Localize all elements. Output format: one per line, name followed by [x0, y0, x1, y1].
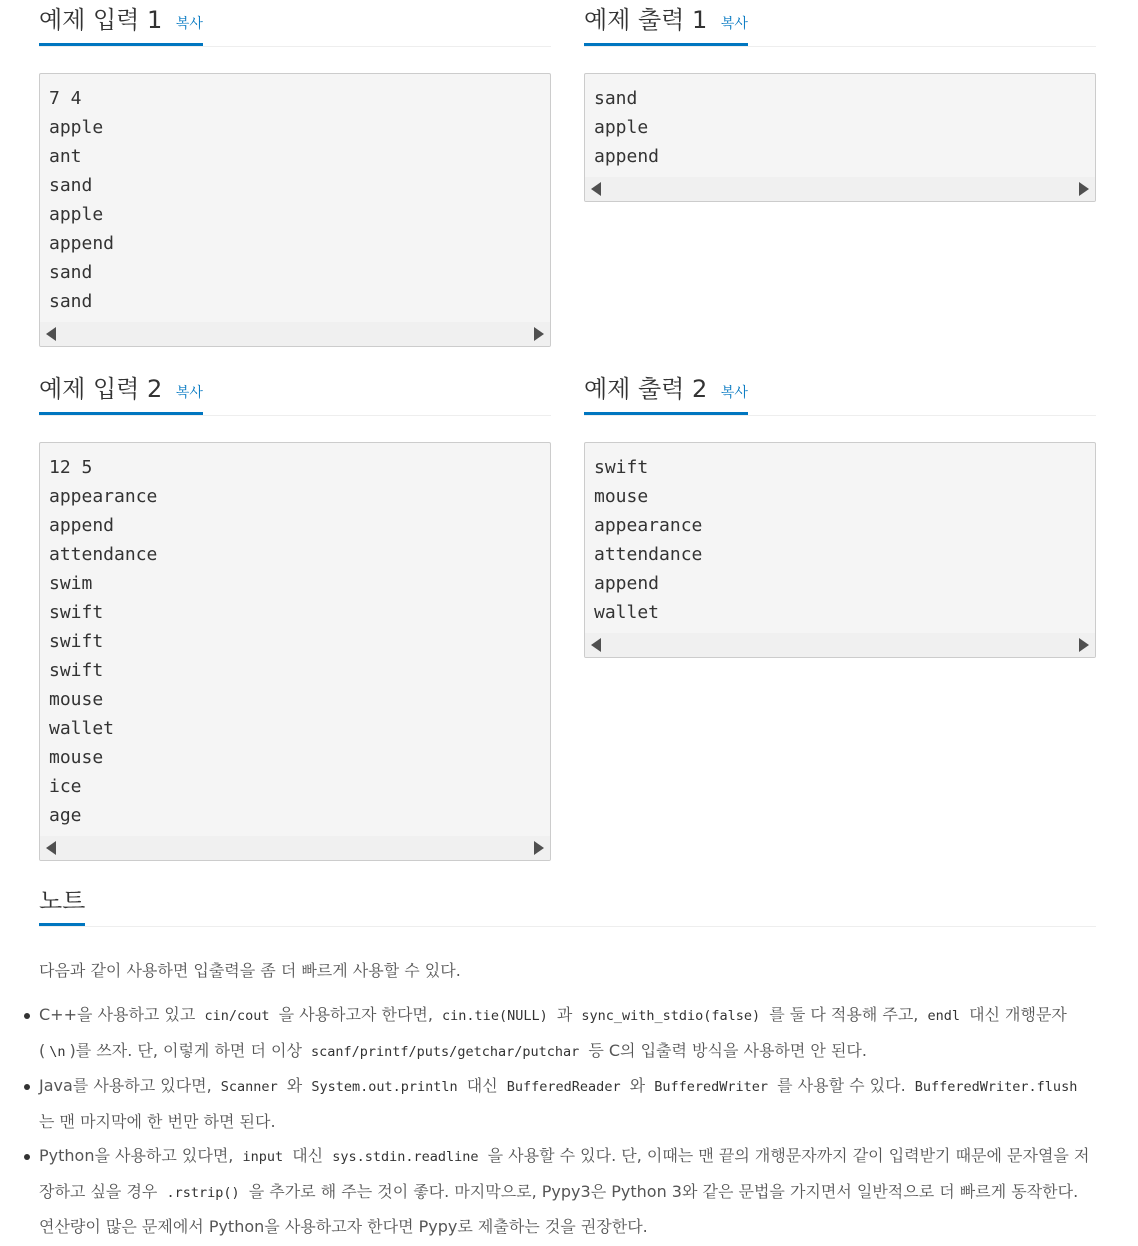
sample-output-2-title — [584, 369, 748, 415]
sample-output-2-headline — [584, 369, 1096, 416]
note-title: 노트 — [39, 882, 85, 926]
horizontal-scrollbar[interactable] — [40, 322, 550, 346]
scroll-right-arrow-icon[interactable] — [534, 841, 544, 855]
inline-code: sys.stdin.readline — [332, 1149, 479, 1165]
sample-input-2-box — [39, 442, 551, 861]
note-text: 을 사용할 수 있다. 단, 이때는 맨 끝의 개행문자까지 같이 입력받기 때문에 문자열을 저장하고 싶을 경우 — [39, 1146, 1090, 1201]
note-text: 대신 — [466, 1076, 498, 1095]
note-text: C++을 사용하고 있고 — [39, 1005, 196, 1024]
sample-output-1-title-text: 예제 출력 1 — [584, 6, 708, 34]
note-section — [39, 882, 1096, 1236]
note-text: 를 사용할 수 있다. — [777, 1076, 906, 1095]
sample-output-2-box — [584, 442, 1096, 658]
horizontal-scrollbar[interactable] — [585, 633, 1095, 657]
copy-button[interactable]: 복사 — [175, 16, 203, 32]
inline-code: input — [242, 1149, 284, 1165]
inline-code: BufferedWriter — [654, 1079, 769, 1095]
inline-code: scanf/printf/puts/getchar/putchar — [311, 1043, 580, 1060]
inline-code: Scanner — [220, 1079, 278, 1095]
note-intro: 다음과 같이 사용하면 입출력을 좀 더 빠르게 사용할 수 있다. — [39, 961, 461, 980]
inline-code: cin/cout — [204, 1008, 270, 1024]
note-text: 와 — [629, 1076, 646, 1095]
sample-input-2-title-text: 예제 입력 2 — [39, 375, 163, 403]
scroll-right-arrow-icon[interactable] — [1079, 182, 1089, 196]
sample-output-1-text: sand apple append — [594, 88, 660, 167]
sample-input-2-title — [39, 369, 203, 415]
note-list — [39, 998, 1096, 1245]
note-text: Python을 사용하고 있다면, — [39, 1146, 234, 1165]
note-text: 대신 개행문자( — [39, 1005, 1067, 1060]
sample-input-2-headline — [39, 369, 551, 416]
scroll-left-arrow-icon[interactable] — [46, 327, 56, 341]
inline-code: BufferedWriter.flush — [914, 1079, 1078, 1095]
sample-output-1-title — [584, 0, 748, 46]
scroll-right-arrow-icon[interactable] — [534, 327, 544, 341]
inline-code: .rstrip() — [166, 1184, 240, 1201]
note-text: 대신 — [292, 1146, 324, 1165]
inline-code: endl — [927, 1008, 960, 1024]
sample-input-1-headline — [39, 0, 551, 47]
sample-output-1-headline — [584, 0, 1096, 47]
sample-input-2-section — [39, 369, 551, 826]
inline-code: sync_with_stdio(false) — [581, 1008, 761, 1024]
sample-output-2-text: swift mouse appearance attendance append wallet — [594, 457, 703, 623]
inline-code: \n — [49, 1043, 66, 1060]
note-text: 과 — [556, 1005, 573, 1024]
sample-input-1-box — [39, 73, 551, 347]
note-text: Java를 사용하고 있다면, — [39, 1076, 212, 1095]
copy-button[interactable]: 복사 — [175, 385, 203, 401]
horizontal-scrollbar[interactable] — [40, 836, 550, 860]
note-text: 을 사용하고자 한다면, — [278, 1005, 433, 1024]
inline-code: cin.tie(NULL) — [442, 1008, 548, 1024]
note-item-java — [39, 1069, 1096, 1139]
sample-input-1-text: 7 4 apple ant sand apple append sand sand — [49, 88, 115, 312]
sample-input-2-text: 12 5 appearance append attendance swim swift swift swift mouse wallet mouse ice age — [49, 457, 158, 826]
note-text: 와 — [286, 1076, 303, 1095]
note-text: 등 C의 입출력 방식을 사용하면 안 된다. — [588, 1040, 867, 1060]
horizontal-scrollbar[interactable] — [585, 177, 1095, 201]
inline-code: System.out.println — [311, 1079, 458, 1095]
copy-button[interactable]: 복사 — [720, 385, 748, 401]
scroll-left-arrow-icon[interactable] — [591, 182, 601, 196]
note-headline — [39, 882, 1096, 927]
note-item-cpp — [39, 998, 1096, 1069]
copy-button[interactable]: 복사 — [720, 16, 748, 32]
note-item-python — [39, 1139, 1096, 1245]
sample-output-1-box — [584, 73, 1096, 202]
note-text: 를 둘 다 적용해 주고, — [769, 1005, 919, 1024]
inline-code: BufferedReader — [506, 1079, 621, 1095]
scroll-right-arrow-icon[interactable] — [1079, 638, 1089, 652]
sample-input-1-title-text: 예제 입력 1 — [39, 6, 163, 34]
sample-output-2-title-text: 예제 출력 2 — [584, 375, 708, 403]
sample-input-1-title — [39, 0, 203, 46]
scroll-left-arrow-icon[interactable] — [591, 638, 601, 652]
sample-output-1-section — [584, 0, 1096, 167]
sample-input-1-section — [39, 0, 551, 312]
note-text: 는 맨 마지막에 한 번만 하면 된다. — [39, 1111, 276, 1131]
note-text: 을 추가로 해 주는 것이 좋다. 마지막으로, Pypy3은 Python 3와 같은 문법을 가지면서 일반적으로 더 빠르게 동작한다. 연산량이 많은 문제에서 Python을 사용하고자 한다면 Pypy로 제출하는 것을 권장한다. — [39, 1181, 1079, 1236]
note-text: )를 쓰자. 단, 이렇게 하면 더 이상 — [69, 1040, 302, 1060]
sample-output-2-section — [584, 369, 1096, 623]
scroll-left-arrow-icon[interactable] — [46, 841, 56, 855]
